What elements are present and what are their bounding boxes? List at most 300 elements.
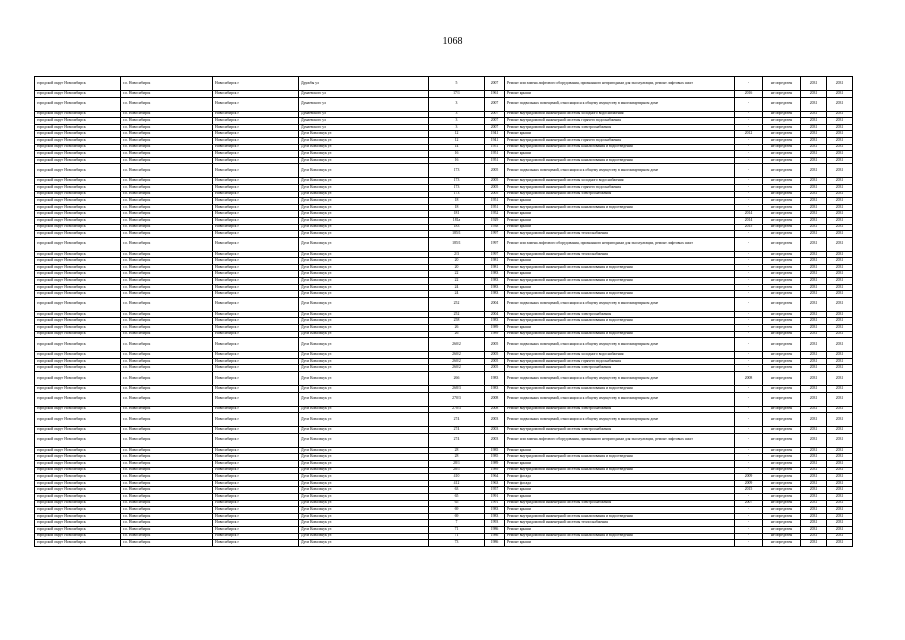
cell-build-year: 2007 xyxy=(485,97,505,111)
cell-plan-year-start: 2031 xyxy=(801,513,827,520)
cell-last-repair-year: - xyxy=(735,144,763,151)
table-row xyxy=(35,217,853,224)
cell-plan-year-start: 2031 xyxy=(801,533,827,540)
cell-work-type: Ремонт крыши xyxy=(505,271,735,278)
cell-build-year: 1957 xyxy=(485,487,505,494)
cell-street: Дуси Ковальчук ул xyxy=(299,318,429,325)
cell-status: не определен xyxy=(763,284,801,291)
cell-municipal-okrug: городской округ Новосибирск xyxy=(35,91,121,98)
cell-settlement: Новосибирск г xyxy=(213,264,299,271)
cell-plan-year-start: 2031 xyxy=(801,111,827,118)
cell-municipality: г.о. Новосибирск xyxy=(121,433,213,447)
cell-settlement: Новосибирск г xyxy=(213,467,299,474)
cell-plan-year-start: 2031 xyxy=(801,493,827,500)
cell-municipality: г.о. Новосибирск xyxy=(121,164,213,178)
cell-house-number: 22 xyxy=(429,278,485,285)
cell-plan-year-start: 2031 xyxy=(801,365,827,372)
cell-last-repair-year: 2009 xyxy=(735,480,763,487)
table-row xyxy=(35,507,853,514)
table-row xyxy=(35,204,853,211)
cell-build-year: 1997 xyxy=(485,237,505,251)
cell-last-repair-year: 2014 xyxy=(735,217,763,224)
cell-last-repair-year: - xyxy=(735,365,763,372)
cell-house-number: 63 xyxy=(429,487,485,494)
cell-plan-year-start: 2031 xyxy=(801,211,827,218)
cell-status: не определен xyxy=(763,392,801,406)
cell-status: не определен xyxy=(763,487,801,494)
cell-municipal-okrug: городской округ Новосибирск xyxy=(35,137,121,144)
cell-municipal-okrug: городской округ Новосибирск xyxy=(35,520,121,527)
cell-settlement: Новосибирск г xyxy=(213,487,299,494)
cell-house-number: 28/1 xyxy=(429,467,485,474)
cell-plan-year-end: 2031 xyxy=(827,365,853,372)
cell-plan-year-start: 2031 xyxy=(801,297,827,311)
cell-house-number: 185/1 xyxy=(429,237,485,251)
cell-status: не определен xyxy=(763,297,801,311)
cell-build-year: 2008 xyxy=(485,406,505,413)
cell-status: не определен xyxy=(763,447,801,454)
cell-work-type: Ремонт внутридомовой инженерной системы электроснабжения xyxy=(505,365,735,372)
cell-municipal-okrug: городской округ Новосибирск xyxy=(35,144,121,151)
cell-street: Дуси Ковальчук ул xyxy=(299,178,429,185)
cell-settlement: Новосибирск г xyxy=(213,137,299,144)
cell-work-type: Ремонт крыши xyxy=(505,447,735,454)
cell-last-repair-year: - xyxy=(735,338,763,352)
cell-plan-year-start: 2031 xyxy=(801,311,827,318)
cell-plan-year-end: 2031 xyxy=(827,131,853,138)
cell-street: Дуси Ковальчук ул xyxy=(299,204,429,211)
cell-plan-year-start: 2031 xyxy=(801,520,827,527)
cell-municipal-okrug: городской округ Новосибирск xyxy=(35,297,121,311)
cell-work-type: Ремонт внутридомовой инженерной системы электроснабжения xyxy=(505,124,735,131)
cell-street: Дуси Ковальчук ул xyxy=(299,406,429,413)
cell-last-repair-year: - xyxy=(735,358,763,365)
cell-work-type: Ремонт крыши xyxy=(505,151,735,158)
cell-settlement: Новосибирск г xyxy=(213,533,299,540)
cell-build-year: 1986 xyxy=(485,533,505,540)
cell-settlement: Новосибирск г xyxy=(213,433,299,447)
cell-settlement: Новосибирск г xyxy=(213,460,299,467)
cell-municipal-okrug: городской округ Новосибирск xyxy=(35,507,121,514)
cell-work-type: Ремонт подвальных помещений, относящихся к общему имуществу в многоквартирном доме xyxy=(505,338,735,352)
cell-build-year: 2005 xyxy=(485,191,505,198)
cell-plan-year-start: 2031 xyxy=(801,91,827,98)
cell-street: Дуси Ковальчук ул xyxy=(299,331,429,338)
cell-house-number: 270/3 xyxy=(429,392,485,406)
cell-plan-year-start: 2031 xyxy=(801,77,827,91)
cell-house-number: 12 xyxy=(429,131,485,138)
cell-plan-year-end: 2031 xyxy=(827,413,853,427)
cell-house-number: 14 xyxy=(429,144,485,151)
cell-status: не определен xyxy=(763,467,801,474)
cell-municipality: г.о. Новосибирск xyxy=(121,251,213,258)
cell-status: не определен xyxy=(763,352,801,359)
cell-street: Дуси Ковальчук ул xyxy=(299,291,429,298)
cell-street: Дуси Ковальчук ул xyxy=(299,237,429,251)
cell-municipality: г.о. Новосибирск xyxy=(121,480,213,487)
cell-street: Дуси Ковальчук ул xyxy=(299,198,429,205)
cell-municipal-okrug: городской округ Новосибирск xyxy=(35,77,121,91)
cell-street: Дунаевского ул xyxy=(299,118,429,125)
cell-status: не определен xyxy=(763,480,801,487)
cell-last-repair-year: 2012 xyxy=(735,131,763,138)
cell-plan-year-start: 2031 xyxy=(801,217,827,224)
table-row xyxy=(35,237,853,251)
cell-street: Дуси Ковальчук ул xyxy=(299,493,429,500)
cell-house-number: 20 xyxy=(429,258,485,265)
cell-municipal-okrug: городской округ Новосибирск xyxy=(35,487,121,494)
cell-plan-year-end: 2031 xyxy=(827,447,853,454)
cell-build-year: 1983 xyxy=(485,513,505,520)
cell-work-type: Ремонт внутридомовой инженерной системы горячего водоснабжения xyxy=(505,358,735,365)
cell-work-type: Ремонт крыши xyxy=(505,91,735,98)
cell-street: Дуси Ковальчук ул xyxy=(299,386,429,393)
table-row xyxy=(35,454,853,461)
cell-municipality: г.о. Новосибирск xyxy=(121,392,213,406)
cell-plan-year-start: 2031 xyxy=(801,392,827,406)
cell-plan-year-end: 2031 xyxy=(827,251,853,258)
cell-house-number: 274 xyxy=(429,413,485,427)
cell-last-repair-year: 2007 xyxy=(735,500,763,507)
cell-house-number: 274 xyxy=(429,433,485,447)
cell-municipal-okrug: городской округ Новосибирск xyxy=(35,164,121,178)
cell-status: не определен xyxy=(763,500,801,507)
cell-plan-year-end: 2031 xyxy=(827,297,853,311)
cell-municipality: г.о. Новосибирск xyxy=(121,406,213,413)
table-row xyxy=(35,487,853,494)
cell-work-type: Ремонт крыши xyxy=(505,493,735,500)
cell-status: не определен xyxy=(763,97,801,111)
cell-municipality: г.о. Новосибирск xyxy=(121,358,213,365)
cell-house-number: 260/2 xyxy=(429,338,485,352)
cell-plan-year-end: 2031 xyxy=(827,358,853,365)
cell-plan-year-end: 2031 xyxy=(827,331,853,338)
cell-build-year: 2007 xyxy=(485,77,505,91)
cell-status: не определен xyxy=(763,278,801,285)
cell-street: Дуси Ковальчук ул xyxy=(299,231,429,238)
cell-municipal-okrug: городской округ Новосибирск xyxy=(35,454,121,461)
cell-settlement: Новосибирск г xyxy=(213,224,299,231)
cell-street: Дуси Ковальчук ул xyxy=(299,284,429,291)
cell-municipality: г.о. Новосибирск xyxy=(121,372,213,386)
cell-build-year: 2007 xyxy=(485,111,505,118)
cell-house-number: 173 xyxy=(429,164,485,178)
cell-plan-year-end: 2031 xyxy=(827,467,853,474)
cell-last-repair-year: - xyxy=(735,191,763,198)
cell-plan-year-start: 2031 xyxy=(801,500,827,507)
table-row xyxy=(35,124,853,131)
cell-house-number: 268/3 xyxy=(429,386,485,393)
cell-municipal-okrug: городской округ Новосибирск xyxy=(35,97,121,111)
cell-plan-year-start: 2031 xyxy=(801,352,827,359)
cell-settlement: Новосибирск г xyxy=(213,500,299,507)
table-row xyxy=(35,144,853,151)
cell-house-number: 3 xyxy=(429,97,485,111)
cell-street: Дуси Ковальчук ул xyxy=(299,358,429,365)
cell-house-number: 5 xyxy=(429,77,485,91)
table-row xyxy=(35,198,853,205)
cell-street: Дунаевского ул xyxy=(299,124,429,131)
cell-settlement: Новосибирск г xyxy=(213,164,299,178)
cell-municipality: г.о. Новосибирск xyxy=(121,211,213,218)
table-row xyxy=(35,526,853,533)
cell-build-year: 1952 xyxy=(485,211,505,218)
cell-street: Дуси Ковальчук ул xyxy=(299,137,429,144)
cell-settlement: Новосибирск г xyxy=(213,520,299,527)
cell-municipal-okrug: городской округ Новосибирск xyxy=(35,198,121,205)
cell-work-type: Ремонт внутридомовой инженерной системы электроснабжения xyxy=(505,500,735,507)
cell-municipal-okrug: городской округ Новосибирск xyxy=(35,338,121,352)
cell-build-year: 1997 xyxy=(485,231,505,238)
cell-municipal-okrug: городской округ Новосибирск xyxy=(35,124,121,131)
table-row xyxy=(35,291,853,298)
cell-last-repair-year: - xyxy=(735,231,763,238)
cell-work-type: Ремонт внутридомовой инженерной системы холодного водоснабжения xyxy=(505,352,735,359)
cell-house-number: 258 xyxy=(429,318,485,325)
cell-street: Дуси Ковальчук ул xyxy=(299,513,429,520)
cell-last-repair-year: - xyxy=(735,513,763,520)
cell-last-repair-year: - xyxy=(735,258,763,265)
cell-street: Дуси Ковальчук ул xyxy=(299,131,429,138)
table-row xyxy=(35,111,853,118)
cell-municipal-okrug: городской округ Новосибирск xyxy=(35,413,121,427)
cell-house-number: 260/2 xyxy=(429,358,485,365)
cell-house-number: 28 xyxy=(429,454,485,461)
cell-status: не определен xyxy=(763,365,801,372)
cell-plan-year-end: 2031 xyxy=(827,211,853,218)
cell-municipality: г.о. Новосибирск xyxy=(121,77,213,91)
cell-municipal-okrug: городской округ Новосибирск xyxy=(35,278,121,285)
cell-settlement: Новосибирск г xyxy=(213,151,299,158)
cell-build-year: 1997 xyxy=(485,251,505,258)
cell-municipal-okrug: городской округ Новосибирск xyxy=(35,325,121,332)
cell-plan-year-end: 2031 xyxy=(827,118,853,125)
cell-municipality: г.о. Новосибирск xyxy=(121,413,213,427)
cell-house-number: 26 xyxy=(429,325,485,332)
cell-street: Дуси Ковальчук ул xyxy=(299,480,429,487)
cell-last-repair-year: - xyxy=(735,427,763,434)
cell-build-year: 1986 xyxy=(485,526,505,533)
table-row xyxy=(35,413,853,427)
cell-status: не определен xyxy=(763,311,801,318)
cell-street: Дуси Ковальчук ул xyxy=(299,144,429,151)
cell-plan-year-start: 2031 xyxy=(801,198,827,205)
cell-plan-year-start: 2031 xyxy=(801,331,827,338)
cell-plan-year-end: 2031 xyxy=(827,284,853,291)
cell-status: не определен xyxy=(763,224,801,231)
cell-plan-year-start: 2031 xyxy=(801,97,827,111)
cell-municipal-okrug: городской округ Новосибирск xyxy=(35,204,121,211)
cell-municipality: г.о. Новосибирск xyxy=(121,474,213,481)
table-row xyxy=(35,460,853,467)
cell-last-repair-year: - xyxy=(735,157,763,164)
cell-plan-year-end: 2031 xyxy=(827,124,853,131)
cell-street: Дуси Ковальчук ул xyxy=(299,474,429,481)
cell-plan-year-start: 2031 xyxy=(801,460,827,467)
table-row xyxy=(35,184,853,191)
cell-street: Дуси Ковальчук ул xyxy=(299,258,429,265)
cell-build-year: 2005 xyxy=(485,352,505,359)
cell-municipality: г.о. Новосибирск xyxy=(121,520,213,527)
cell-street: Дуси Ковальчук ул xyxy=(299,433,429,447)
cell-street: Дуси Ковальчук ул xyxy=(299,520,429,527)
cell-street: Дуси Ковальчук ул xyxy=(299,251,429,258)
cell-status: не определен xyxy=(763,164,801,178)
cell-build-year: 1941 xyxy=(485,131,505,138)
cell-street: Дуси Ковальчук ул xyxy=(299,507,429,514)
cell-plan-year-end: 2031 xyxy=(827,237,853,251)
cell-status: не определен xyxy=(763,151,801,158)
cell-municipality: г.о. Новосибирск xyxy=(121,311,213,318)
table-row xyxy=(35,325,853,332)
cell-street: Дуси Ковальчук ул xyxy=(299,297,429,311)
cell-settlement: Новосибирск г xyxy=(213,311,299,318)
cell-plan-year-end: 2031 xyxy=(827,392,853,406)
cell-municipality: г.о. Новосибирск xyxy=(121,224,213,231)
cell-last-repair-year: - xyxy=(735,454,763,461)
cell-last-repair-year: - xyxy=(735,413,763,427)
cell-municipal-okrug: городской округ Новосибирск xyxy=(35,392,121,406)
cell-status: не определен xyxy=(763,91,801,98)
cell-settlement: Новосибирск г xyxy=(213,217,299,224)
cell-plan-year-end: 2031 xyxy=(827,111,853,118)
cell-municipality: г.о. Новосибирск xyxy=(121,540,213,547)
page-number: 1068 xyxy=(442,36,463,47)
table-row xyxy=(35,137,853,144)
cell-plan-year-end: 2031 xyxy=(827,217,853,224)
cell-municipal-okrug: городской округ Новосибирск xyxy=(35,526,121,533)
cell-build-year: 1983 xyxy=(485,278,505,285)
cell-house-number: 12 xyxy=(429,137,485,144)
cell-work-type: Ремонт крыши xyxy=(505,325,735,332)
cell-status: не определен xyxy=(763,271,801,278)
cell-plan-year-end: 2031 xyxy=(827,454,853,461)
cell-plan-year-start: 2031 xyxy=(801,386,827,393)
cell-plan-year-end: 2031 xyxy=(827,97,853,111)
cell-street: Дуси Ковальчук ул xyxy=(299,184,429,191)
cell-plan-year-end: 2031 xyxy=(827,460,853,467)
cell-work-type: Ремонт внутридомовой инженерной системы теплоснабжения xyxy=(505,251,735,258)
cell-build-year: 1981 xyxy=(485,264,505,271)
cell-house-number: 410 xyxy=(429,474,485,481)
cell-house-number: 2/3 xyxy=(429,251,485,258)
cell-street: Дуси Ковальчук ул xyxy=(299,325,429,332)
cell-work-type: Ремонт крыши xyxy=(505,526,735,533)
cell-plan-year-end: 2031 xyxy=(827,533,853,540)
cell-last-repair-year: - xyxy=(735,447,763,454)
cell-municipal-okrug: городской округ Новосибирск xyxy=(35,433,121,447)
cell-settlement: Новосибирск г xyxy=(213,118,299,125)
table-row xyxy=(35,493,853,500)
cell-street: Дуси Ковальчук ул xyxy=(299,500,429,507)
cell-last-repair-year: 2015 xyxy=(735,487,763,494)
cell-municipal-okrug: городской округ Новосибирск xyxy=(35,178,121,185)
cell-house-number: 185/1 xyxy=(429,231,485,238)
cell-status: не определен xyxy=(763,157,801,164)
cell-plan-year-start: 2031 xyxy=(801,474,827,481)
cell-municipal-okrug: городской округ Новосибирск xyxy=(35,291,121,298)
cell-plan-year-end: 2031 xyxy=(827,278,853,285)
cell-settlement: Новосибирск г xyxy=(213,526,299,533)
cell-settlement: Новосибирск г xyxy=(213,91,299,98)
cell-plan-year-start: 2031 xyxy=(801,358,827,365)
cell-status: не определен xyxy=(763,251,801,258)
cell-plan-year-end: 2031 xyxy=(827,157,853,164)
cell-municipality: г.о. Новосибирск xyxy=(121,124,213,131)
cell-last-repair-year: - xyxy=(735,392,763,406)
cell-house-number: 260/2 xyxy=(429,365,485,372)
cell-last-repair-year: - xyxy=(735,386,763,393)
cell-municipal-okrug: городской округ Новосибирск xyxy=(35,258,121,265)
table-row xyxy=(35,392,853,406)
cell-plan-year-end: 2031 xyxy=(827,474,853,481)
cell-work-type: Ремонт внутридомовой инженерной системы канализования и водоотведения xyxy=(505,144,735,151)
cell-municipality: г.о. Новосибирск xyxy=(121,338,213,352)
table-row xyxy=(35,513,853,520)
cell-house-number: 65 xyxy=(429,500,485,507)
cell-settlement: Новосибирск г xyxy=(213,157,299,164)
cell-municipal-okrug: городской округ Новосибирск xyxy=(35,493,121,500)
cell-plan-year-end: 2031 xyxy=(827,318,853,325)
table-row xyxy=(35,358,853,365)
cell-status: не определен xyxy=(763,386,801,393)
cell-status: не определен xyxy=(763,264,801,271)
cell-build-year: 2005 xyxy=(485,184,505,191)
cell-house-number: 274 xyxy=(429,427,485,434)
cell-house-number: 17/1 xyxy=(429,91,485,98)
cell-municipality: г.о. Новосибирск xyxy=(121,198,213,205)
cell-settlement: Новосибирск г xyxy=(213,124,299,131)
cell-plan-year-start: 2031 xyxy=(801,131,827,138)
cell-municipal-okrug: городской округ Новосибирск xyxy=(35,540,121,547)
cell-build-year: 1983 xyxy=(485,291,505,298)
cell-work-type: Ремонт внутридомовой инженерной системы канализования и водоотведения xyxy=(505,467,735,474)
cell-work-type: Ремонт внутридомовой инженерной системы канализования и водоотведения xyxy=(505,264,735,271)
cell-municipal-okrug: городской округ Новосибирск xyxy=(35,467,121,474)
table-row xyxy=(35,251,853,258)
cell-work-type: Ремонт или замена лифтового оборудования, признанного непригодным для эксплуатации, ремонт лифтовых шахт xyxy=(505,77,735,91)
cell-plan-year-end: 2031 xyxy=(827,427,853,434)
cell-municipal-okrug: городской округ Новосибирск xyxy=(35,427,121,434)
cell-build-year: 2007 xyxy=(485,118,505,125)
cell-plan-year-start: 2031 xyxy=(801,144,827,151)
cell-status: не определен xyxy=(763,258,801,265)
cell-status: не определен xyxy=(763,184,801,191)
cell-municipal-okrug: городской округ Новосибирск xyxy=(35,386,121,393)
cell-work-type: Ремонт внутридомовой инженерной системы канализования и водоотведения xyxy=(505,513,735,520)
cell-plan-year-start: 2031 xyxy=(801,467,827,474)
cell-street: Дуси Ковальчук ул xyxy=(299,533,429,540)
table-row xyxy=(35,77,853,91)
cell-last-repair-year: 2009 xyxy=(735,474,763,481)
cell-build-year: 1938 xyxy=(485,224,505,231)
cell-last-repair-year: - xyxy=(735,164,763,178)
cell-settlement: Новосибирск г xyxy=(213,271,299,278)
cell-street: Дуси Ковальчук ул xyxy=(299,271,429,278)
table-row xyxy=(35,151,853,158)
cell-municipality: г.о. Новосибирск xyxy=(121,493,213,500)
cell-municipality: г.о. Новосибирск xyxy=(121,291,213,298)
cell-municipality: г.о. Новосибирск xyxy=(121,365,213,372)
cell-settlement: Новосибирск г xyxy=(213,204,299,211)
table-row xyxy=(35,480,853,487)
cell-municipal-okrug: городской округ Новосибирск xyxy=(35,331,121,338)
cell-municipal-okrug: городской округ Новосибирск xyxy=(35,231,121,238)
cell-plan-year-start: 2031 xyxy=(801,258,827,265)
cell-house-number: 3 xyxy=(429,124,485,131)
cell-work-type: Ремонт фасада xyxy=(505,474,735,481)
table-row xyxy=(35,131,853,138)
